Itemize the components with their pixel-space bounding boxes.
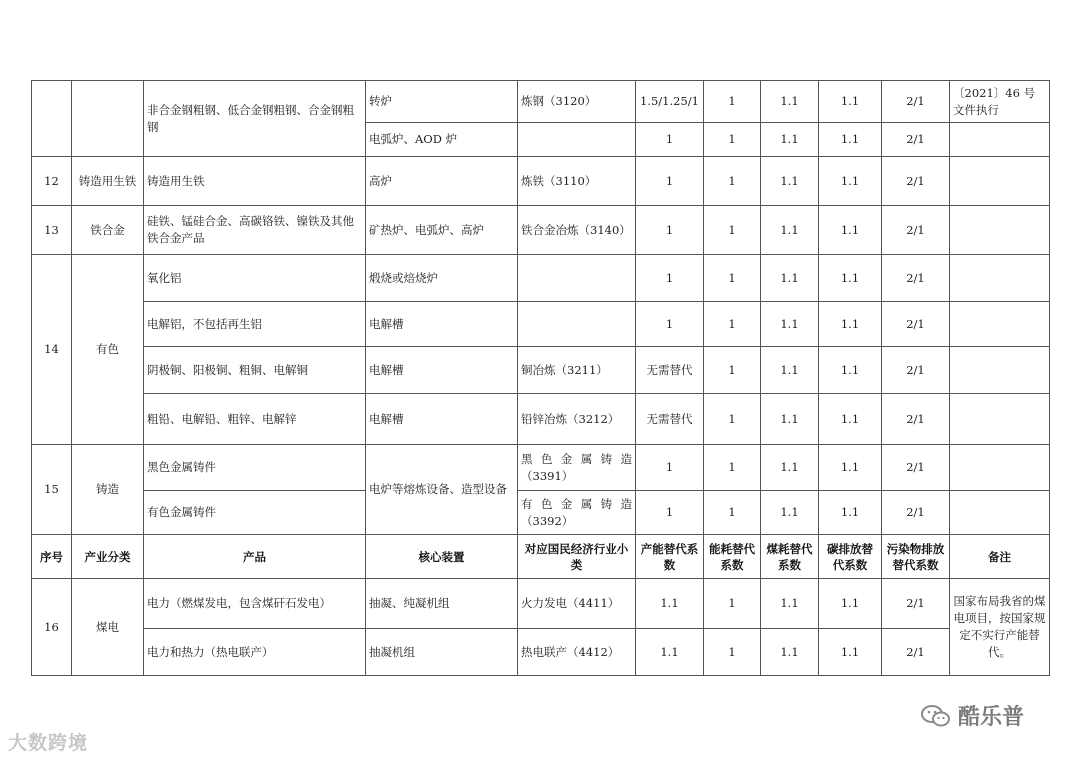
table-row <box>32 157 1050 206</box>
industry-cell: 炼铁（3110） <box>518 157 636 206</box>
carbon-coef-cell: 1.1 <box>819 579 882 629</box>
header-coal: 煤耗替代系数 <box>761 535 819 579</box>
header-note: 备注 <box>950 535 1050 579</box>
coal-coef-cell: 1.1 <box>761 629 819 676</box>
energy-coef-cell: 1 <box>704 81 761 123</box>
carbon-coef-cell: 1.1 <box>819 157 882 206</box>
carbon-coef-cell: 1.1 <box>819 81 882 123</box>
note-cell: 国家布局我省的煤电项目，按国家规定不实行产能替代。 <box>950 579 1050 676</box>
note-cell <box>950 302 1050 347</box>
row-number: 12 <box>32 157 72 206</box>
note-cell <box>950 445 1050 491</box>
energy-coef-cell: 1 <box>704 394 761 445</box>
table-row <box>32 629 1050 676</box>
coal-coef-cell: 1.1 <box>761 302 819 347</box>
carbon-coef-cell: 1.1 <box>819 206 882 255</box>
pollution-coef-cell: 2/1 <box>882 255 950 302</box>
note-cell <box>950 157 1050 206</box>
note-cell <box>950 491 1050 535</box>
header-category: 产业分类 <box>72 535 144 579</box>
industry-name: 黑 色 金 属 铸 造 <box>521 451 632 466</box>
capacity-coef-cell: 无需替代 <box>636 394 704 445</box>
product-cell: 粗铅、电解铅、粗锌、电解锌 <box>144 394 366 445</box>
device-cell: 抽凝、纯凝机组 <box>366 579 518 629</box>
note-cell <box>950 123 1050 157</box>
product-cell: 硅铁、锰硅合金、高碳铬铁、镍铁及其他铁合金产品 <box>144 206 366 255</box>
industry-cell: 炼钢（3120） <box>518 81 636 123</box>
energy-coef-cell: 1 <box>704 579 761 629</box>
product-cell: 电力和热力（热电联产） <box>144 629 366 676</box>
note-cell <box>950 255 1050 302</box>
pollution-coef-cell: 2/1 <box>882 81 950 123</box>
energy-coef-cell: 1 <box>704 629 761 676</box>
pollution-coef-cell: 2/1 <box>882 394 950 445</box>
capacity-coef-cell: 1 <box>636 302 704 347</box>
pollution-coef-cell: 2/1 <box>882 491 950 535</box>
table-row <box>32 255 1050 302</box>
carbon-coef-cell: 1.1 <box>819 394 882 445</box>
table-row <box>32 394 1050 445</box>
row-number <box>32 81 72 157</box>
industry-cell: 铁合金冶炼（3140） <box>518 206 636 255</box>
header-device: 核心装置 <box>366 535 518 579</box>
energy-coef-cell: 1 <box>704 123 761 157</box>
watermark-left-text: 大数跨境 <box>8 732 89 754</box>
header-no: 序号 <box>32 535 72 579</box>
industry-code: （3391） <box>521 468 574 483</box>
capacity-coef-cell: 1 <box>636 123 704 157</box>
industry-name: 有 色 金 属 铸 造 <box>521 496 632 511</box>
coal-coef-cell: 1.1 <box>761 394 819 445</box>
carbon-coef-cell: 1.1 <box>819 255 882 302</box>
table-row <box>32 81 1050 123</box>
device-cell: 电弧炉、AOD 炉 <box>366 123 518 157</box>
energy-coef-cell: 1 <box>704 445 761 491</box>
coal-coef-cell: 1.1 <box>761 123 819 157</box>
pollution-coef-cell: 2/1 <box>882 445 950 491</box>
energy-coef-cell: 1 <box>704 255 761 302</box>
pollution-coef-cell: 2/1 <box>882 157 950 206</box>
coal-coef-cell: 1.1 <box>761 445 819 491</box>
carbon-coef-cell: 1.1 <box>819 347 882 394</box>
row-number: 16 <box>32 579 72 676</box>
watermark-right <box>920 700 1024 731</box>
coefficient-table <box>31 80 1050 676</box>
product-cell: 电解铝，不包括再生铝 <box>144 302 366 347</box>
industry-cell <box>518 491 636 535</box>
category-cell: 铸造用生铁 <box>72 157 144 206</box>
pollution-coef-cell: 2/1 <box>882 579 950 629</box>
product-cell: 铸造用生铁 <box>144 157 366 206</box>
note-cell <box>950 347 1050 394</box>
capacity-coef-cell: 1 <box>636 157 704 206</box>
coal-coef-cell: 1.1 <box>761 206 819 255</box>
row-number: 15 <box>32 445 72 535</box>
device-cell: 抽凝机组 <box>366 629 518 676</box>
category-cell: 铸造 <box>72 445 144 535</box>
device-cell: 电解槽 <box>366 302 518 347</box>
pollution-coef-cell: 2/1 <box>882 123 950 157</box>
capacity-coef-cell: 1.1 <box>636 629 704 676</box>
watermark-right-text: 酷乐普 <box>958 705 1025 730</box>
device-cell: 电炉等熔炼设备、造型设备 <box>366 445 518 535</box>
industry-cell: 火力发电（4411） <box>518 579 636 629</box>
pollution-coef-cell: 2/1 <box>882 629 950 676</box>
carbon-coef-cell: 1.1 <box>819 629 882 676</box>
table-row <box>32 347 1050 394</box>
capacity-coef-cell: 1 <box>636 255 704 302</box>
device-cell: 煅烧或焙烧炉 <box>366 255 518 302</box>
product-cell: 黑色金属铸件 <box>144 445 366 491</box>
capacity-coef-cell: 1.5/1.25/1 <box>636 81 704 123</box>
table-row <box>32 445 1050 491</box>
capacity-coef-cell: 1 <box>636 491 704 535</box>
capacity-coef-cell: 1 <box>636 206 704 255</box>
industry-cell: 铅锌冶炼（3212） <box>518 394 636 445</box>
capacity-coef-cell: 1.1 <box>636 579 704 629</box>
industry-cell <box>518 123 636 157</box>
carbon-coef-cell: 1.1 <box>819 491 882 535</box>
energy-coef-cell: 1 <box>704 206 761 255</box>
carbon-coef-cell: 1.1 <box>819 123 882 157</box>
energy-coef-cell: 1 <box>704 491 761 535</box>
header-capacity: 产能替代系数 <box>636 535 704 579</box>
pollution-coef-cell: 2/1 <box>882 302 950 347</box>
pollution-coef-cell: 2/1 <box>882 206 950 255</box>
industry-cell: 热电联产（4412） <box>518 629 636 676</box>
header-product: 产品 <box>144 535 366 579</box>
coal-coef-cell: 1.1 <box>761 491 819 535</box>
table-row <box>32 302 1050 347</box>
industry-cell <box>518 445 636 491</box>
header-carbon: 碳排放替代系数 <box>819 535 882 579</box>
coal-coef-cell: 1.1 <box>761 347 819 394</box>
energy-coef-cell: 1 <box>704 302 761 347</box>
energy-coef-cell: 1 <box>704 347 761 394</box>
capacity-coef-cell: 无需替代 <box>636 347 704 394</box>
product-cell: 非合金钢粗钢、低合金钢粗钢、合金钢粗钢 <box>144 81 366 157</box>
category-cell <box>72 81 144 157</box>
industry-cell: 铜冶炼（3211） <box>518 347 636 394</box>
coal-coef-cell: 1.1 <box>761 81 819 123</box>
industry-cell <box>518 302 636 347</box>
category-cell: 煤电 <box>72 579 144 676</box>
table-row <box>32 206 1050 255</box>
table-row <box>32 579 1050 629</box>
wechat-icon <box>920 703 952 729</box>
table-header-row <box>32 535 1050 579</box>
carbon-coef-cell: 1.1 <box>819 445 882 491</box>
row-number: 13 <box>32 206 72 255</box>
note-cell: 〔2021〕46 号文件执行 <box>950 81 1050 123</box>
note-cell <box>950 394 1050 445</box>
header-pollution: 污染物排放替代系数 <box>882 535 950 579</box>
industry-code: （3392） <box>521 513 574 528</box>
category-cell: 有色 <box>72 255 144 445</box>
category-cell: 铁合金 <box>72 206 144 255</box>
device-cell: 电解槽 <box>366 347 518 394</box>
product-cell: 电力（燃煤发电，包含煤矸石发电） <box>144 579 366 629</box>
note-cell <box>950 206 1050 255</box>
coal-coef-cell: 1.1 <box>761 579 819 629</box>
carbon-coef-cell: 1.1 <box>819 302 882 347</box>
industry-cell <box>518 255 636 302</box>
watermark-left <box>8 728 88 755</box>
product-cell: 有色金属铸件 <box>144 491 366 535</box>
device-cell: 电解槽 <box>366 394 518 445</box>
coal-coef-cell: 1.1 <box>761 255 819 302</box>
capacity-coef-cell: 1 <box>636 445 704 491</box>
table-row <box>32 491 1050 535</box>
energy-coef-cell: 1 <box>704 157 761 206</box>
device-cell: 转炉 <box>366 81 518 123</box>
coal-coef-cell: 1.1 <box>761 157 819 206</box>
pollution-coef-cell: 2/1 <box>882 347 950 394</box>
header-industry: 对应国民经济行业小类 <box>518 535 636 579</box>
product-cell: 阴极铜、阳极铜、粗铜、电解铜 <box>144 347 366 394</box>
header-energy: 能耗替代系数 <box>704 535 761 579</box>
row-number: 14 <box>32 255 72 445</box>
product-cell: 氧化铝 <box>144 255 366 302</box>
device-cell: 高炉 <box>366 157 518 206</box>
device-cell: 矿热炉、电弧炉、高炉 <box>366 206 518 255</box>
